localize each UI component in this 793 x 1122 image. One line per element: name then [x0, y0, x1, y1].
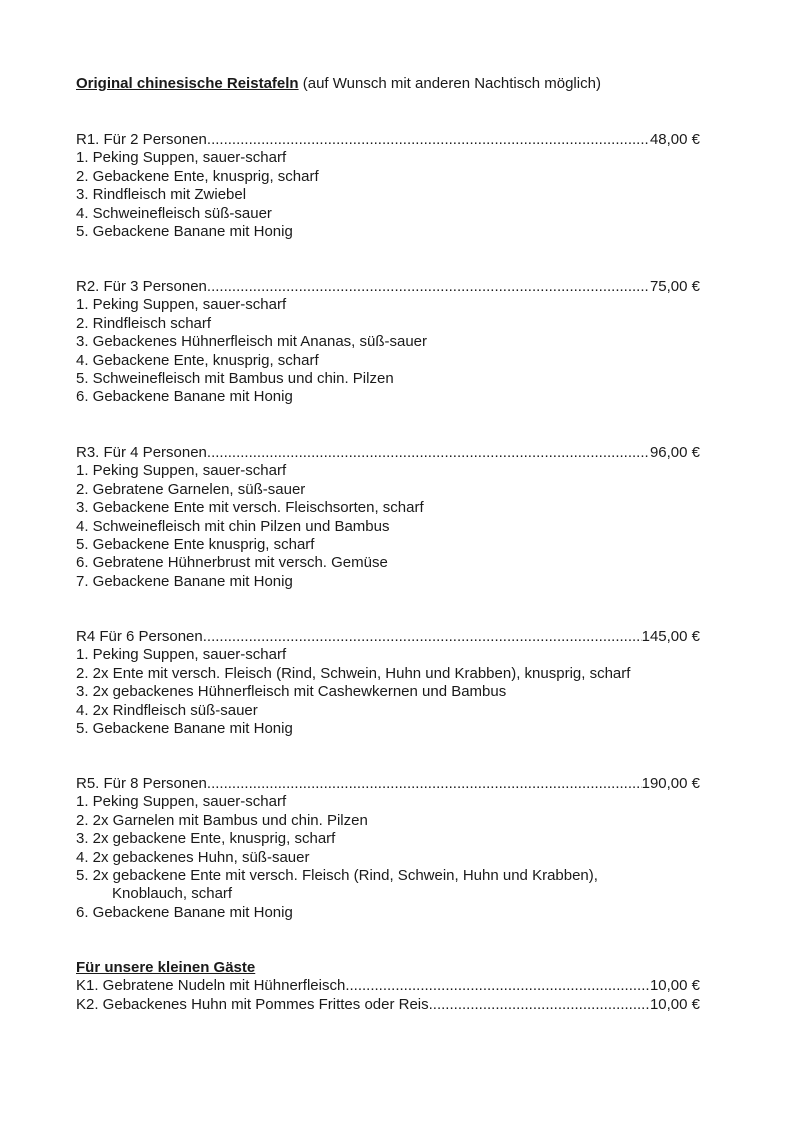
- kids-item-label: K1. Gebratene Nudeln mit Hühnerfleisch: [76, 977, 346, 995]
- menu-item: 1. Peking Suppen, sauer-scharf: [76, 793, 287, 811]
- menu-item: 5. Gebackene Ente knusprig, scharf: [76, 536, 315, 554]
- page-heading: [76, 75, 601, 93]
- kids-item-price: 10,00 €: [649, 977, 700, 995]
- menu-price-line: [76, 444, 700, 462]
- menu-price: 190,00 €: [641, 775, 700, 792]
- menu-item: 4. 2x gebackenes Huhn, süß-sauer: [76, 848, 310, 866]
- page-title: Original chinesische Reistafeln: [76, 75, 299, 92]
- dot-leader: [207, 131, 650, 149]
- menu-label: R2. Für 3 Personen: [76, 278, 207, 295]
- menu-price: 75,00 €: [649, 278, 700, 295]
- menu-item: 5. 2x gebackene Ente mit versch. Fleisch (Rind, Schwein, Huhn und Krabben),: [76, 867, 598, 885]
- menu-item: 4. Schweinefleisch mit chin Pilzen und Bambus: [76, 517, 390, 535]
- menu-item: 2. 2x Ente mit versch. Fleisch (Rind, Schwein, Huhn und Krabben), knusprig, scharf: [76, 664, 631, 682]
- menu-section-r2: [76, 278, 700, 407]
- dot-leader: [345, 977, 650, 995]
- menu-item-continuation: Knoblauch, scharf: [112, 885, 233, 903]
- menu-price-line: [76, 775, 700, 793]
- menu-item: 2. Rindfleisch scharf: [76, 314, 212, 332]
- menu-item: 5. Schweinefleisch mit Bambus und chin. Pilzen: [76, 370, 394, 388]
- menu-item: 7. Gebackene Banane mit Honig: [76, 572, 293, 590]
- menu-item: 3. 2x gebackene Ente, knusprig, scharf: [76, 830, 336, 848]
- menu-price-line: [76, 278, 700, 296]
- menu-item: 3. Gebackenes Hühnerfleisch mit Ananas, süß-sauer: [76, 333, 428, 351]
- menu-section-r5: [76, 775, 700, 922]
- menu-item: 6. Gebratene Hühnerbrust mit versch. Gemüse: [76, 554, 388, 572]
- dot-leader: [207, 444, 650, 462]
- menu-price: 145,00 €: [641, 628, 700, 645]
- menu-item: 5. Gebackene Banane mit Honig: [76, 720, 293, 738]
- kids-item-label: K2. Gebackenes Huhn mit Pommes Frittes oder Reis: [76, 995, 429, 1013]
- menu-item: 4. Schweinefleisch süß-sauer: [76, 204, 272, 222]
- menu-item: 1. Peking Suppen, sauer-scharf: [76, 462, 287, 480]
- kids-section: [76, 959, 700, 1014]
- menu-item: 2. Gebackene Ente, knusprig, scharf: [76, 167, 319, 185]
- menu-item: 5. Gebackene Banane mit Honig: [76, 223, 293, 241]
- menu-section-r4: [76, 628, 700, 738]
- kids-heading: Für unsere kleinen Gäste: [76, 959, 256, 976]
- menu-item: 6. Gebackene Banane mit Honig: [76, 388, 293, 406]
- menu-price: 48,00 €: [649, 131, 700, 148]
- menu-price-line: [76, 131, 700, 149]
- menu-label: R1. Für 2 Personen: [76, 131, 207, 148]
- menu-item: 6. Gebackene Banane mit Honig: [76, 903, 293, 921]
- menu-item: 4. 2x Rindfleisch süß-sauer: [76, 701, 258, 719]
- kids-item: [76, 977, 700, 995]
- menu-label: R5. Für 8 Personen: [76, 775, 207, 792]
- menu-item: 2. 2x Garnelen mit Bambus und chin. Pilzen: [76, 811, 368, 829]
- dot-leader: [207, 775, 642, 793]
- dot-leader: [203, 628, 642, 646]
- menu-item: 1. Peking Suppen, sauer-scharf: [76, 149, 287, 167]
- menu-section-r3: [76, 444, 700, 591]
- menu-item: 1. Peking Suppen, sauer-scharf: [76, 646, 287, 664]
- kids-item: [76, 996, 700, 1014]
- menu-item: 4. Gebackene Ente, knusprig, scharf: [76, 351, 319, 369]
- menu-item: 1. Peking Suppen, sauer-scharf: [76, 296, 287, 314]
- menu-label: R3. Für 4 Personen: [76, 444, 207, 461]
- menu-label: R4 Für 6 Personen: [76, 628, 203, 645]
- page-subtitle: (auf Wunsch mit anderen Nachtisch möglich): [302, 75, 601, 92]
- menu-item: 3. Rindfleisch mit Zwiebel: [76, 186, 247, 204]
- menu-price: 96,00 €: [649, 444, 700, 461]
- menu-item: 2. Gebratene Garnelen, süß-sauer: [76, 480, 306, 498]
- kids-item-price: 10,00 €: [649, 995, 700, 1013]
- menu-section-r1: [76, 131, 700, 241]
- menu-item: 3. 2x gebackenes Hühnerfleisch mit Cashewkernen und Bambus: [76, 683, 507, 701]
- menu-item: 3. Gebackene Ente mit versch. Fleischsorten, scharf: [76, 499, 424, 517]
- dot-leader: [207, 278, 650, 296]
- dot-leader: [429, 996, 650, 1014]
- menu-price-line: [76, 628, 700, 646]
